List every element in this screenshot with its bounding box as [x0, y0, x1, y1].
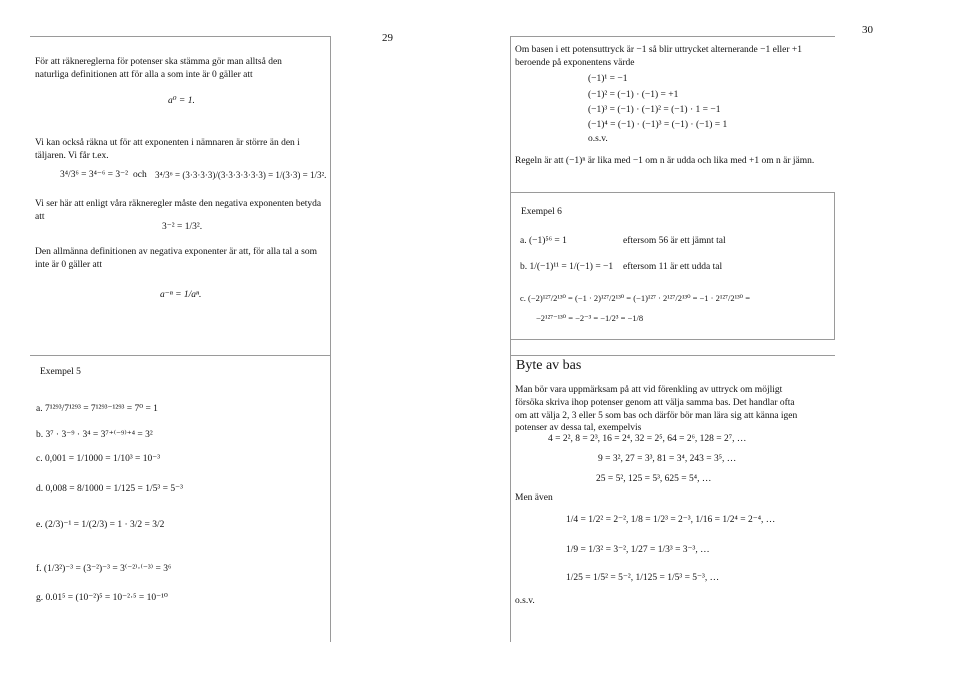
example-5-item-b: b. 3⁷ · 3⁻⁹ · 3⁴ = 3⁷⁺⁽⁻⁹⁾⁺⁴ = 3²	[36, 430, 153, 440]
section-title-byte-av-bas: Byte av bas	[516, 358, 582, 373]
equation-zero-exponent: a⁰ = 1.	[168, 96, 195, 106]
powers-of-three: 9 = 3², 27 = 3³, 81 = 3⁴, 243 = 3⁵, …	[598, 454, 737, 464]
example-5-item-e: e. (2/3)⁻¹ = 1/(2/3) = 1 · 3/2 = 3/2	[36, 520, 165, 530]
alternating-intro: Om basen i ett potensuttryck är −1 så blir uttrycket alternerande −1 eller +1 beroende på exponentens värde	[515, 45, 802, 68]
men-aven-label: Men även	[515, 493, 553, 503]
example-5-item-d: d. 0,008 = 8/1000 = 1/125 = 1/5³ = 5⁻³	[36, 484, 183, 494]
paragraph-general-definition: Den allmänna definitionen av negativa exponenter är att, för alla tal a som inte är 0 gäller att	[35, 247, 317, 270]
example-5-item-g: g. 0.01⁵ = (10⁻²)⁵ = 10⁻²·⁵ = 10⁻¹⁰	[36, 593, 168, 603]
paragraph-negative-example: Vi kan också räkna ut för att exponenten i nämnaren är större än den i täljaren. Vi får t.ex.	[35, 138, 300, 161]
example-6-b: b. 1/(−1)¹¹ = 1/(−1) = −1	[520, 262, 614, 272]
negative-powers-of-five: 1/25 = 1/5² = 5⁻², 1/125 = 1/5³ = 5⁻³, …	[566, 573, 720, 583]
osv-label: o.s.v.	[515, 596, 535, 606]
example-6-c-line-1: c. (−2)¹²⁷/2¹³⁰ = (−1 · 2)¹²⁷/2¹³⁰ = (−1)¹²⁷ · 2¹²⁷/2¹³⁰ = −1 · 2¹²⁷/2¹³⁰ =	[520, 293, 750, 303]
example-formula-a: 3⁴/3⁶ = 3⁴⁻⁶ = 3⁻²	[60, 170, 128, 180]
alt-line-osv: o.s.v.	[588, 134, 608, 144]
example-6-b-note: eftersom 11 är ett udda tal	[623, 262, 723, 272]
page-29-bottom-frame	[30, 355, 330, 356]
alt-line-3: (−1)³ = (−1) · (−1)² = (−1) · 1 = −1	[588, 105, 721, 115]
section-paragraph: Man bör vara uppmärksam på att vid förenkling av uttryck om möjligt försöka skriva ihop potenser genom att välja samma bas. Det handlar ofta om att välja 2, 3 eller 5 som bas och därför bör man lära sig att känna igen potenser av dessa tal, exempelvis	[515, 385, 798, 434]
rule-text: Regeln är att (−1)ⁿ är lika med −1 om n är udda och lika med +1 om n är jämn.	[515, 156, 815, 166]
negative-powers-of-three: 1/9 = 1/3² = 3⁻², 1/27 = 1/3³ = 3⁻³, …	[566, 545, 710, 555]
page-30	[480, 0, 960, 674]
page-number-29: 29	[382, 32, 393, 44]
example-5-item-f: f. (1/3²)⁻³ = (3⁻²)⁻³ = 3⁽⁻²⁾·⁽⁻³⁾ = 3⁶	[36, 564, 172, 574]
example-6-a-note: eftersom 56 är ett jämnt tal	[623, 236, 726, 246]
alt-line-2: (−1)² = (−1) · (−1) = +1	[588, 90, 679, 100]
alt-line-4: (−1)⁴ = (−1) · (−1)³ = (−1) · (−1) = 1	[588, 120, 728, 130]
example-5-title: Exempel 5	[40, 367, 81, 377]
example-6-c-line-2: −2¹²⁷⁻¹³⁰ = −2⁻³ = −1/2³ = −1/8	[536, 313, 644, 323]
example-5-item-a: a. 7¹²⁹³/7¹²⁹³ = 7¹²⁹³⁻¹²⁹³ = 7⁰ = 1	[36, 404, 158, 414]
example-och: och	[133, 170, 147, 180]
paragraph-negative-meaning: Vi ser här att enligt våra räkneregler måste den negativa exponenten betyda att	[35, 199, 322, 222]
example-6-title: Exempel 6	[521, 207, 562, 217]
powers-of-five: 25 = 5², 125 = 5³, 625 = 5⁴, …	[596, 474, 712, 484]
example-5-item-c: c. 0,001 = 1/1000 = 1/10³ = 10⁻³	[36, 454, 161, 464]
negative-powers-of-two: 1/4 = 1/2² = 2⁻², 1/8 = 1/2³ = 2⁻³, 1/16 = 1/2⁴ = 2⁻⁴, …	[566, 515, 776, 525]
page-30-top-frame	[510, 36, 835, 37]
page-29-top-frame	[30, 36, 330, 37]
example-formula-b: 3⁴/3⁶ = (3·3·3·3)/(3·3·3·3·3·3) = 1/(3·3) = 1/3².	[155, 170, 327, 180]
powers-of-two: 4 = 2², 8 = 2³, 16 = 2⁴, 32 = 2⁵, 64 = 2⁶, 128 = 2⁷, …	[548, 434, 747, 444]
page-number-30: 30	[862, 24, 873, 36]
alt-line-1: (−1)¹ = −1	[588, 74, 628, 84]
section-top-rule	[510, 355, 835, 356]
equation-general-negative: a⁻ⁿ = 1/aⁿ.	[160, 290, 202, 300]
example-6-a: a. (−1)⁵⁶ = 1	[520, 236, 567, 246]
equation-three-negative-two: 3⁻² = 1/3².	[162, 222, 203, 232]
intro-paragraph: För att räknereglerna för potenser ska stämma gör man alltså den naturliga definitionen att för alla a som inte är 0 gäller att	[35, 57, 282, 80]
page-29-right-rule	[330, 36, 331, 642]
